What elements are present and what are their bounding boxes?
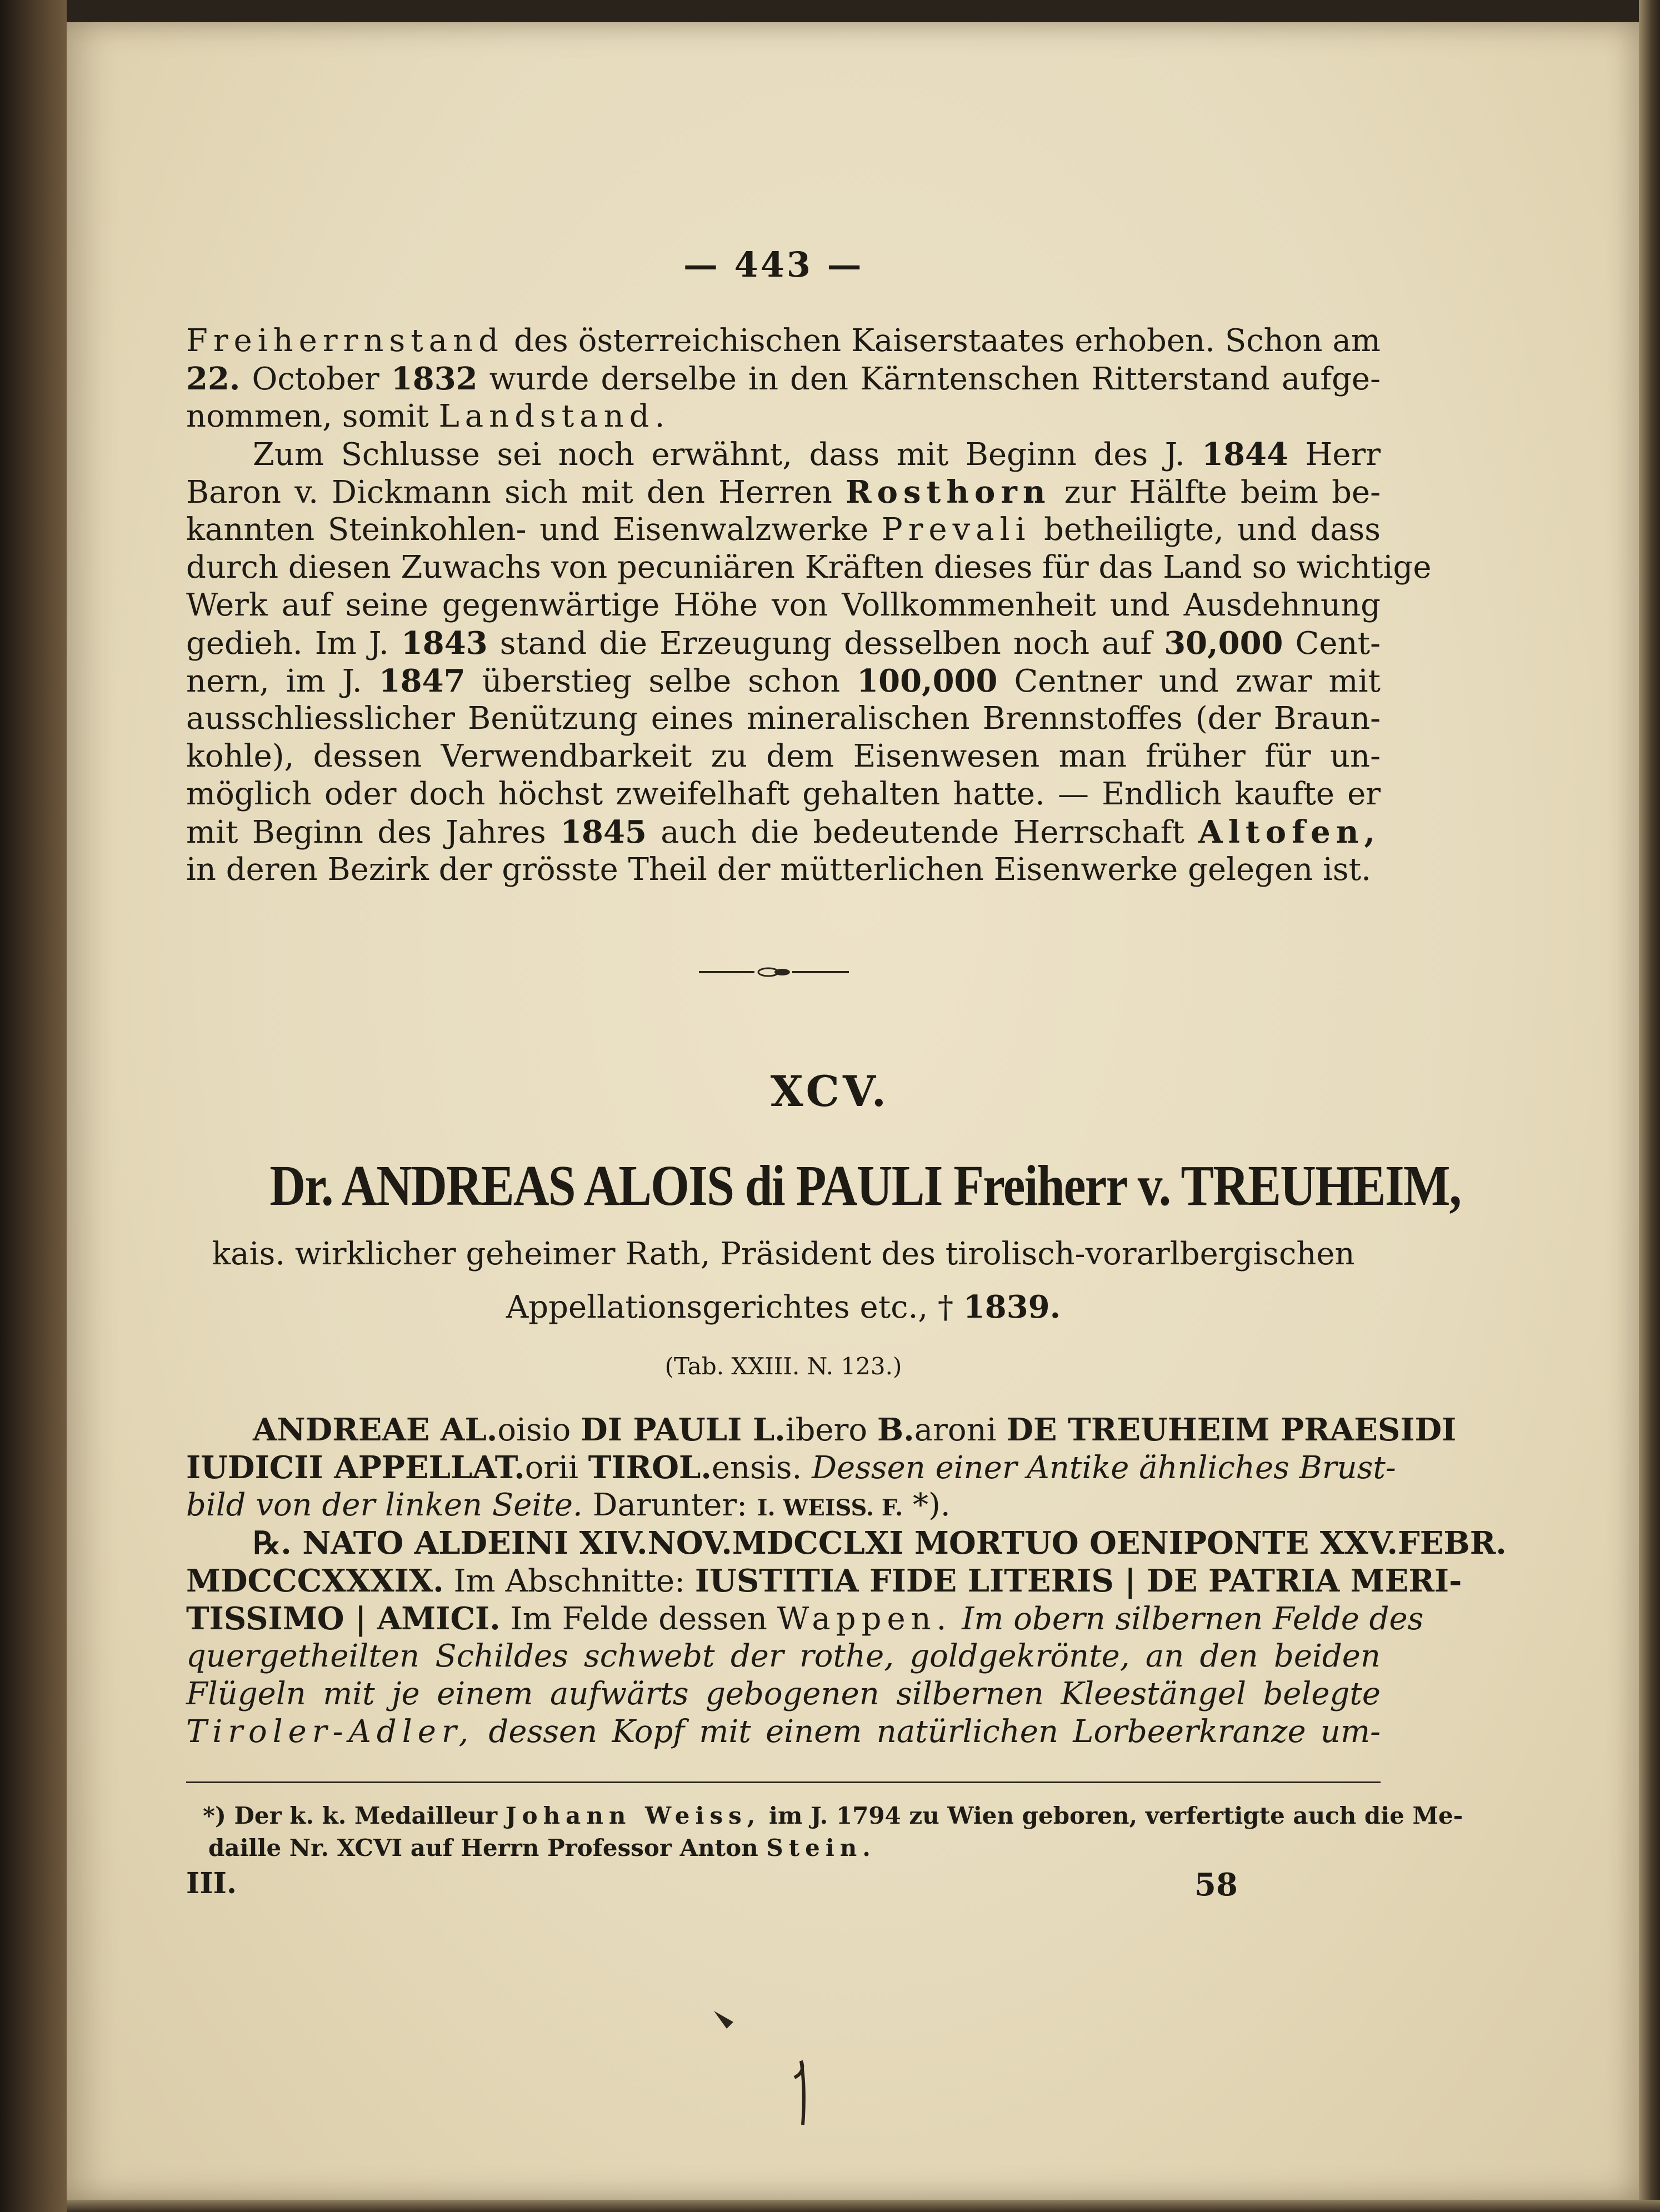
section-number: XCV. <box>770 1067 890 1116</box>
text-span: überstieg selbe schon <box>465 663 857 699</box>
ornament-divider <box>699 964 849 980</box>
ink-mark-small <box>711 2005 739 2033</box>
text-span: MDCCCXXXIX. <box>186 1563 444 1599</box>
text-span: Cent- <box>1283 625 1381 662</box>
desc-line3 <box>186 1487 1381 1527</box>
desc-line1 <box>186 1411 1457 1449</box>
desc-line7: quergetheilten Schildes schwebt der rothe, goldgekrönte, an den beiden <box>186 1638 1381 1674</box>
text-span: mit Beginn des Jahres <box>186 814 561 850</box>
text-span: im J. 1794 zu Wien geboren, verfertigte auch die Me- <box>761 1802 1463 1829</box>
text-span: 1847 <box>378 663 466 699</box>
para2-line11 <box>186 813 1381 852</box>
text-span: nern, im J. <box>186 663 379 699</box>
para2-line6 <box>186 624 1381 663</box>
text-span: Zum Schlusse sei noch erwähnt, dass mit Beginn des J. <box>253 437 1202 473</box>
para1-line2 <box>186 360 1381 398</box>
para2-line7 <box>186 662 1381 700</box>
footnote-line2 <box>186 1832 1381 1864</box>
text-span: 1832 <box>391 361 478 397</box>
page-number: — 443 — <box>683 244 864 285</box>
para2-line3 <box>186 511 1381 549</box>
footnote-line1 <box>186 1800 1463 1832</box>
para1-line1 <box>186 322 1381 360</box>
footnote-rule <box>186 1781 1381 1783</box>
ink-mark-pencil <box>789 2055 817 2128</box>
text-span: TIROL. <box>588 1449 712 1486</box>
text-span: aroni <box>914 1412 1007 1448</box>
text-span: IUSTITIA FIDE LITERIS | DE PATRIA MERI- <box>694 1563 1462 1599</box>
para2-line1 <box>186 436 1381 474</box>
text-span: Centner und zwar mit <box>997 663 1381 699</box>
text-span: Im Abschnitte: <box>443 1563 695 1599</box>
text-span: dessen Kopf mit einem natürlichen Lorbeerkranze um- <box>474 1714 1381 1750</box>
text-span: Landstand. <box>438 398 671 434</box>
text-span: nommen, somit <box>186 398 439 434</box>
text-span: DE TREUHEIM PRAESIDI <box>1006 1412 1457 1448</box>
volume-signature: III. <box>186 1866 237 1900</box>
text-span: 30,000 <box>1164 625 1283 662</box>
para1-line3 <box>186 398 1381 436</box>
text-span: IUDICII APPELLAT. <box>186 1449 525 1486</box>
text-span: Im obern silbernen Felde des <box>952 1601 1424 1637</box>
text-span: DI PAULI L. <box>581 1412 786 1448</box>
text-span: *). <box>903 1487 951 1523</box>
desc-line8: Flügeln mit je einem aufwärts gebogenen silbernen Kleestängel belegte <box>186 1676 1381 1712</box>
desc-line9 <box>186 1713 1381 1751</box>
text-span: Stein. <box>766 1834 876 1861</box>
text-span: B. <box>877 1412 914 1448</box>
text-span: orii <box>524 1450 588 1486</box>
text-span: auch die bedeutende Herrschaft <box>646 814 1199 850</box>
text-span: Rosthorn <box>846 474 1051 511</box>
text-span: 1844 <box>1202 436 1288 473</box>
text-span: Dessen einer Antike ähnliches Brust- <box>812 1450 1396 1486</box>
text-span: wurde derselbe in den Kärntenschen Ritterstand aufge- <box>477 361 1381 397</box>
text-span: Wappen. <box>777 1601 952 1637</box>
text-span: 100,000 <box>857 663 998 699</box>
text-span: Herr <box>1288 437 1381 473</box>
para2-line10: möglich oder doch höchst zweifelhaft gehalten hatte. — Endlich kaufte er <box>186 776 1381 812</box>
text-span: 1843 <box>401 625 488 662</box>
subtitle-line2 <box>186 1289 1381 1325</box>
subtitle-line1: kais. wirklicher geheimer Rath, Präsident des tirolisch-vorarlbergischen <box>212 1236 1355 1272</box>
text-span: daille Nr. XCVI auf Herrn Professor Anton <box>208 1834 767 1861</box>
text-span: betheiligte, und dass <box>1031 512 1381 548</box>
text-span: Johann Weiss, <box>505 1802 761 1829</box>
para2-line5: Werk auf seine gegenwärtige Höhe von Vollkommenheit und Ausdehnung <box>186 587 1381 623</box>
text-span: Baron v. Dickmann sich mit den Herren <box>186 474 846 511</box>
desc-line5 <box>186 1562 1462 1600</box>
text-span: TISSIMO | AMICI. <box>186 1600 501 1637</box>
text-span: Darunter: <box>582 1487 757 1523</box>
text-span: bild von der linken Seite. <box>186 1487 583 1523</box>
text-span: Altofen, <box>1198 814 1381 850</box>
text-span: 1845 <box>560 814 647 850</box>
text-span: Im Felde dessen <box>500 1601 777 1637</box>
page-edge-bottom <box>67 2200 1660 2212</box>
text-span: 22. <box>186 361 241 397</box>
text-span: Freiherrnstand <box>186 323 504 359</box>
text-span: ibero <box>785 1412 877 1448</box>
para2-line9: kohle), dessen Verwendbarkeit zu dem Eisenwesen man früher für un- <box>186 738 1381 774</box>
text-span: NATO ALDEINI XIV.NOV.MDCCLXI MORTUO OENIPONTE XXV.FEBR. <box>302 1525 1507 1562</box>
text-span: 1839. <box>963 1289 1061 1325</box>
text-span: I. WEISS. F. <box>757 1495 903 1521</box>
gathering-signature: 58 <box>1194 1866 1238 1903</box>
text-span: October <box>240 361 391 397</box>
text-span: ANDREAE AL. <box>253 1412 498 1448</box>
text-span: gedieh. Im J. <box>186 625 401 662</box>
text-span: Prevali <box>882 512 1031 548</box>
text-span: zur Hälfte beim be- <box>1051 474 1381 511</box>
para2-line4: durch diesen Zuwachs von pecuniären Kräften dieses für das Land so wichtige <box>186 549 1432 585</box>
para2-line8: ausschliesslicher Benützung eines mineralischen Brennstoffes (der Braun- <box>186 700 1381 737</box>
text-span: oisio <box>497 1412 581 1448</box>
desc-line6 <box>186 1600 1424 1638</box>
text-span: *) Der k. k. Medailleur <box>203 1802 506 1829</box>
text-span: kannten Steinkohlen- und Eisenwalzwerke <box>186 512 882 548</box>
text-span: ensis. <box>711 1450 812 1486</box>
text-span: stand die Erzeugung desselben noch auf <box>487 625 1164 662</box>
desc-line4 <box>186 1524 1507 1563</box>
text-span: des österreichischen Kaiserstaates erhoben. Schon am <box>504 323 1381 359</box>
text-span: Tiroler-Adler, <box>186 1714 474 1750</box>
plate-reference: (Tab. XXIII. N. 123.) <box>664 1353 902 1380</box>
para2-line12: in deren Bezirk der grösste Theil der mütterlichen Eisenwerke gelegen ist. <box>186 852 1371 888</box>
para2-line2 <box>186 473 1381 512</box>
text-span: Appellationsgerichtes etc., † <box>506 1289 963 1325</box>
desc-line2 <box>186 1449 1396 1487</box>
text-span: ℞. <box>253 1525 303 1562</box>
biography-heading: Dr. ANDREAS ALOIS di PAULI Freiherr v. TREUHEIM, <box>269 1154 1461 1218</box>
